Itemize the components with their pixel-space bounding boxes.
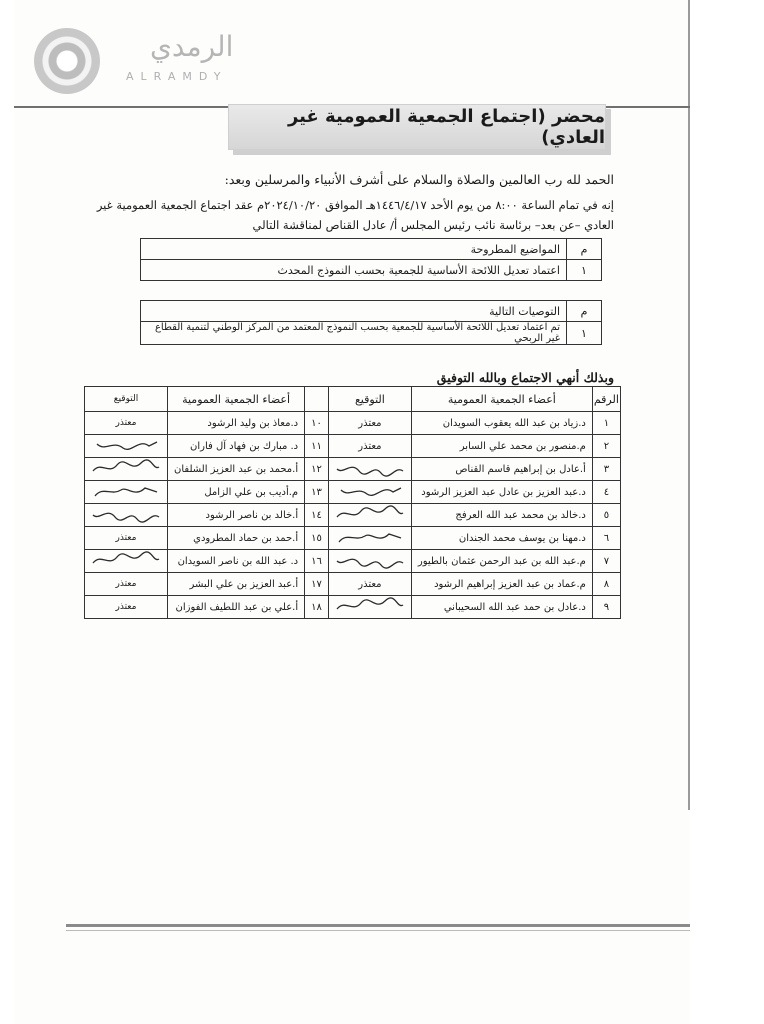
topics-header-row xyxy=(141,239,602,260)
member-signature xyxy=(328,527,411,550)
intro-line-1: الحمد لله رب العالمين والصلاة والسلام على أشرف الأنبياء والمرسلين وبعد: xyxy=(224,172,614,187)
page-border-right xyxy=(688,0,690,810)
member-num-2: ١٥ xyxy=(305,527,329,550)
member-name: د.خالد بن محمد عبد الله العرفج xyxy=(411,504,592,527)
member-signature: معتذر xyxy=(328,573,411,596)
table-row xyxy=(85,435,621,458)
table-row xyxy=(85,504,621,527)
header-signature: التوقيع xyxy=(328,387,411,412)
member-signature xyxy=(328,596,411,619)
handwritten-signature-icon xyxy=(91,459,161,477)
topics-header-label: المواضيع المطروحة xyxy=(141,239,567,260)
member-num: ٨ xyxy=(592,573,620,596)
handwritten-signature-icon xyxy=(335,597,405,615)
table-row xyxy=(141,260,602,281)
member-signature-2 xyxy=(85,504,168,527)
header-name-2: أعضاء الجمعية العمومية xyxy=(168,387,305,412)
member-num: ٣ xyxy=(592,458,620,481)
member-name-2: د. مبارك بن فهاد آل فاران xyxy=(168,435,305,458)
member-name: د.مهنا بن يوسف محمد الجندان xyxy=(411,527,592,550)
logo-english-text: ALRAMDY xyxy=(126,70,228,83)
member-num-2: ١٨ xyxy=(305,596,329,619)
company-logo xyxy=(30,26,234,98)
member-num-2: ١٣ xyxy=(305,481,329,504)
handwritten-signature-icon xyxy=(335,551,405,569)
member-num-2: ١٤ xyxy=(305,504,329,527)
header-num: الرقم xyxy=(592,387,620,412)
member-num-2: ١١ xyxy=(305,435,329,458)
member-num-2: ١٦ xyxy=(305,550,329,573)
table-row xyxy=(85,412,621,435)
member-name-2: أ.علي بن عبد اللطيف الفوزان xyxy=(168,596,305,619)
footer-divider xyxy=(66,924,690,927)
document-title: محضر (اجتماع الجمعية العمومية غير العادي) xyxy=(228,104,606,150)
member-name-2: أ.عبد العزيز بن علي البشر xyxy=(168,573,305,596)
table-row xyxy=(85,458,621,481)
handwritten-signature-icon xyxy=(91,551,161,569)
member-signature-2 xyxy=(85,550,168,573)
member-signature-2 xyxy=(85,458,168,481)
member-signature: معتذر xyxy=(328,435,411,458)
handwritten-signature-icon xyxy=(335,482,405,500)
handwritten-signature-icon xyxy=(335,505,405,523)
members-header-row xyxy=(85,387,621,412)
member-signature xyxy=(328,481,411,504)
topic-num: ١ xyxy=(567,260,602,281)
table-row xyxy=(85,550,621,573)
table-row xyxy=(85,527,621,550)
table-row xyxy=(85,596,621,619)
member-name-2: أ.محمد بن عبد العزيز الشلفان xyxy=(168,458,305,481)
member-signature-2 xyxy=(85,435,168,458)
member-name-2: أ.حمد بن حماد المطرودي xyxy=(168,527,305,550)
member-num: ٧ xyxy=(592,550,620,573)
recommendation-num: ١ xyxy=(567,322,602,345)
member-signature-2: معتذر xyxy=(85,573,168,596)
member-name-2: أ.خالد بن ناصر الرشود xyxy=(168,504,305,527)
member-name: م.منصور بن محمد علي السابر xyxy=(411,435,592,458)
intro-line-3: العادي –عن بعد– برئاسة نائب رئيس المجلس أ/ عادل القناص لمناقشة التالي xyxy=(252,218,614,232)
member-name-2: م.أديب بن علي الزامل xyxy=(168,481,305,504)
member-num: ٤ xyxy=(592,481,620,504)
member-num: ٩ xyxy=(592,596,620,619)
member-signature xyxy=(328,550,411,573)
member-name-2: د. عبد الله بن ناصر السويدان xyxy=(168,550,305,573)
closing-statement: وبذلك أنهي الاجتماع وبالله التوفيق xyxy=(436,370,614,385)
member-signature-2: معتذر xyxy=(85,596,168,619)
members-table xyxy=(84,386,621,619)
member-signature xyxy=(328,504,411,527)
footer-divider-thin xyxy=(66,930,690,931)
member-num-2: ١٠ xyxy=(305,412,329,435)
handwritten-signature-icon xyxy=(91,482,161,500)
table-row xyxy=(85,573,621,596)
member-signature-2 xyxy=(85,481,168,504)
logo-circle-icon xyxy=(34,28,100,94)
topics-table xyxy=(140,238,602,281)
recommendations-table xyxy=(140,300,602,345)
member-name: أ.عادل بن إبراهيم قاسم القناص xyxy=(411,458,592,481)
member-num: ٥ xyxy=(592,504,620,527)
member-name: م.عبد الله بن عبد الرحمن عثمان بالطيور xyxy=(411,550,592,573)
handwritten-signature-icon xyxy=(335,459,405,477)
recommendations-header-num: م xyxy=(567,301,602,322)
header-name: أعضاء الجمعية العمومية xyxy=(411,387,592,412)
member-name: م.عماد بن عبد العزيز إبراهيم الرشود xyxy=(411,573,592,596)
member-num-2: ١٧ xyxy=(305,573,329,596)
member-signature-2: معتذر xyxy=(85,527,168,550)
member-name: د.عادل بن حمد عبد الله السحيباني xyxy=(411,596,592,619)
table-row xyxy=(141,322,602,345)
intro-line-2: إنه في تمام الساعة ٨:٠٠ من يوم الأحد ١٤٤٦/٤/١٧هـ الموافق ٢٠٢٤/١٠/٢٠م عقد اجتماع الجمعية العمومية غير xyxy=(96,198,614,212)
table-row xyxy=(85,481,621,504)
handwritten-signature-icon xyxy=(335,528,405,546)
member-name: د.زياد بن عبد الله يعقوب السويدان xyxy=(411,412,592,435)
handwritten-signature-icon xyxy=(91,505,161,523)
member-num: ١ xyxy=(592,412,620,435)
topic-text: اعتماد تعديل اللائحة الأساسية للجمعية بحسب النموذج المحدث xyxy=(141,260,567,281)
member-signature-2: معتذر xyxy=(85,412,168,435)
recommendations-header-row xyxy=(141,301,602,322)
handwritten-signature-icon xyxy=(91,436,161,454)
member-num-2: ١٢ xyxy=(305,458,329,481)
member-signature: معتذر xyxy=(328,412,411,435)
member-name: د.عبد العزيز بن عادل عبد العزيز الرشود xyxy=(411,481,592,504)
header-signature-2: التوقيع xyxy=(85,387,168,412)
topics-header-num: م xyxy=(567,239,602,260)
recommendation-text: تم اعتماد تعديل اللائحة الأساسية للجمعية بحسب النموذج المعتمد من المركز الوطني لتنمية القطاع غير الربحي xyxy=(141,322,567,345)
member-signature xyxy=(328,458,411,481)
logo-arabic-text: الرمدي xyxy=(150,30,234,63)
recommendations-header-label: التوصيات التالية xyxy=(141,301,567,322)
member-name-2: د.معاذ بن وليد الرشود xyxy=(168,412,305,435)
header-num-2 xyxy=(305,387,329,412)
member-num: ٢ xyxy=(592,435,620,458)
member-num: ٦ xyxy=(592,527,620,550)
